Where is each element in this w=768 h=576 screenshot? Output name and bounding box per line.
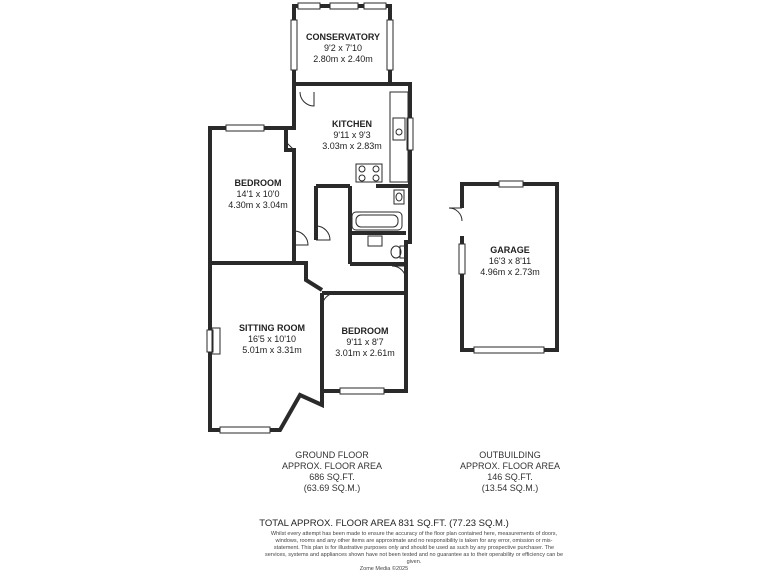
- outbuilding-sqft: 146 SQ.FT.: [487, 472, 533, 482]
- sitting-room-imperial: 16'5 x 10'10: [248, 334, 296, 344]
- conservatory-imperial: 9'2 x 7'10: [324, 43, 362, 53]
- kitchen-name: KITCHEN: [332, 119, 372, 129]
- sitting-room-metric: 5.01m x 3.31m: [242, 345, 302, 355]
- disclaimer-text: Whilst every attempt has been made to ensure the accuracy of the floor plan contained here, measurements of doors, windows, rooms and any other items are approximate and no responsibility is taken for any error, omission or mis-statement. This plan is for illustrative purposes only and should be used as such by any prospective purchaser. The services, systems and appliances shown have not been tested and no guarantee as to their operability or efficiency can be given.: [265, 531, 563, 565]
- kitchen-metric: 3.03m x 2.83m: [322, 141, 382, 151]
- outbuilding-summary: [432, 450, 588, 494]
- conservatory-name: CONSERVATORY: [305, 32, 381, 42]
- ground-floor-walls: [210, 84, 410, 430]
- conservatory-room: [291, 3, 393, 84]
- credit-text: Zome Media ©2025: [359, 566, 409, 572]
- bedroom1-name: BEDROOM: [234, 178, 282, 188]
- ground-floor-sqft: 686 SQ.FT.: [309, 472, 355, 482]
- ground-floor-summary: [258, 450, 406, 494]
- outbuilding-area-label: APPROX. FLOOR AREA: [459, 461, 561, 471]
- bathroom-fittings: [352, 190, 405, 258]
- bedroom2-name: BEDROOM: [341, 326, 389, 336]
- bedroom1-imperial: 14'1 x 10'0: [236, 189, 280, 199]
- garage-metric: 4.96m x 2.73m: [480, 267, 540, 277]
- sitting-room-name: SITTING ROOM: [239, 323, 305, 333]
- ground-floor-sqm: (63.69 SQ.M.): [303, 483, 361, 493]
- outbuilding-title: OUTBUILDING: [479, 450, 541, 460]
- outbuilding-sqm: (13.54 SQ.M.): [481, 483, 539, 493]
- garage-room: [449, 181, 557, 353]
- ground-floor-title: GROUND FLOOR: [295, 450, 369, 460]
- total-floor-area: TOTAL APPROX. FLOOR AREA 831 SQ.FT. (77.23 SQ.M.): [259, 518, 509, 529]
- bedroom2-metric: 3.01m x 2.61m: [335, 348, 395, 358]
- bedroom1-metric: 4.30m x 3.04m: [228, 200, 288, 210]
- kitchen-imperial: 9'11 x 9'3: [333, 130, 371, 140]
- conservatory-metric: 2.80m x 2.40m: [313, 54, 373, 64]
- garage-imperial: 16'3 x 8'11: [488, 256, 532, 266]
- garage-name: GARAGE: [490, 245, 530, 255]
- bedroom2-imperial: 9'11 x 8'7: [346, 337, 384, 347]
- ground-floor-area-label: APPROX. FLOOR AREA: [281, 461, 383, 471]
